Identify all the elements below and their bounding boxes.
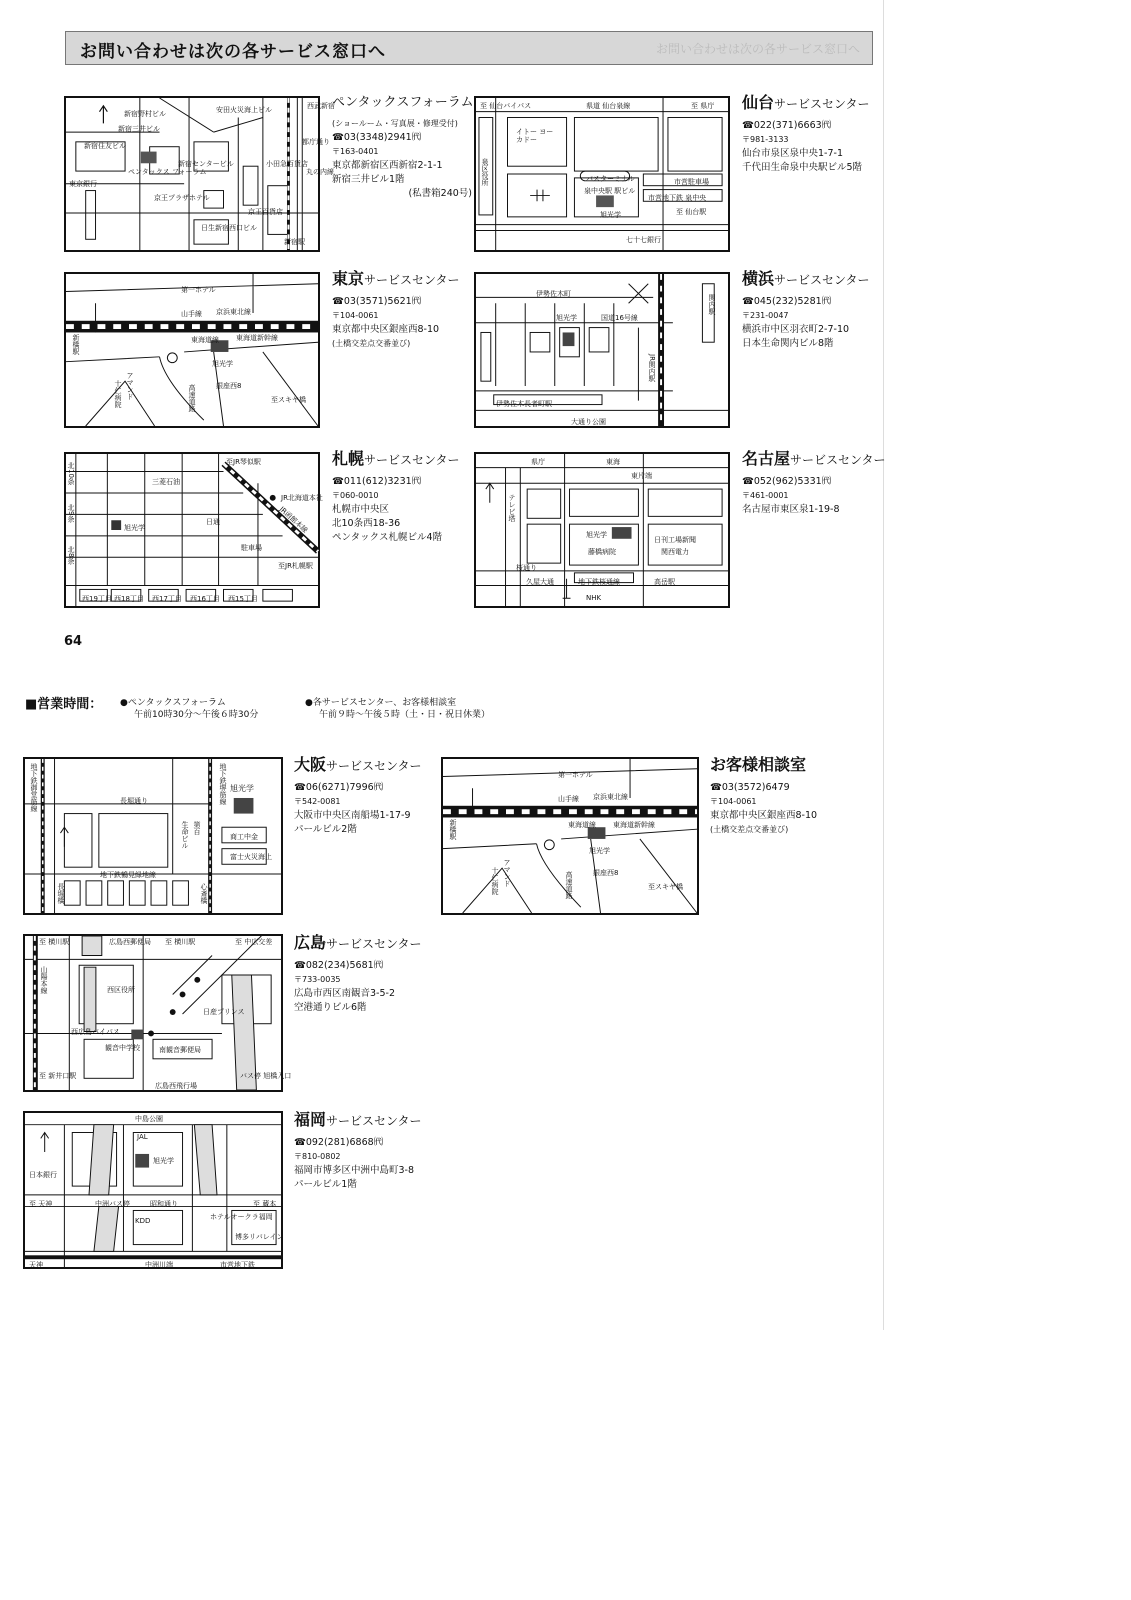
- center-zip: 〒060-0010: [332, 491, 379, 500]
- forum-map-label: 新宿センタービル: [178, 160, 234, 168]
- customer-map-label: 十仁病院: [491, 867, 499, 895]
- page-title: お問い合わせは次の各サービス窓口へ: [80, 42, 386, 62]
- center-zip: 〒231-0047: [742, 311, 789, 320]
- forum-map-label: 新宿住友ビル: [84, 142, 126, 150]
- tokyo-map-label: 第一ホテル: [181, 286, 216, 294]
- nagoya-map-label: 東片端: [631, 472, 652, 480]
- sapporo-map-label: 西15丁目: [228, 595, 258, 603]
- yokohama-info: [742, 268, 882, 351]
- osaka-map-label: 地下鉄堺筋線: [219, 763, 227, 805]
- nagoya-info: [742, 448, 886, 517]
- sendai-map-label: 至 仙台駅: [676, 208, 707, 216]
- center-zip: 〒542-0081: [294, 797, 341, 806]
- sendai-map-label: 県道 仙台泉線: [586, 102, 631, 110]
- center-address: パールビル2階: [294, 824, 357, 835]
- osaka-map: [23, 757, 283, 915]
- center-address: 横浜市中区羽衣町2-7-10: [742, 324, 850, 335]
- hiroshima-info: [294, 932, 444, 1015]
- center-address: 新宿三井ビル1階: [332, 174, 405, 185]
- hiroshima-map-label: 西区役所: [107, 986, 135, 994]
- osaka-map-label: 長堀橋: [57, 883, 65, 904]
- business-hours: [25, 697, 491, 720]
- osaka-map-label: 長堀通り: [120, 797, 148, 805]
- customer-map-label: 第一ホテル: [558, 771, 593, 779]
- center-address: (私書箱240号): [408, 188, 472, 199]
- nagoya-map-label: NHK: [586, 594, 602, 602]
- yokohama-map-label: 関内駅: [708, 294, 716, 315]
- center-phone: ☎03(3572)6479: [710, 782, 790, 793]
- center-name-suffix: サービスセンター: [364, 273, 460, 287]
- center-address: ペンタックス札幌ビル4階: [332, 532, 443, 543]
- center-name: 仙台: [742, 93, 775, 112]
- center-address: 東京都中央区銀座西8-10: [710, 810, 818, 821]
- fukuoka-map-label: JAL: [137, 1133, 148, 1141]
- forum-map-label: 京王プラザホテル: [154, 194, 210, 202]
- sapporo-map-label: 日通: [206, 518, 220, 526]
- customer-map-label: 銀座西8: [593, 869, 619, 877]
- forum-map-label: 東京銀行: [69, 180, 97, 188]
- tokyo-map-label: 京浜東北線: [216, 308, 251, 316]
- sendai-map-label: 至 県庁: [691, 102, 715, 110]
- center-name-suffix: サービスセンター: [790, 453, 886, 467]
- sapporo-map-label: 駐車場: [241, 544, 262, 552]
- tokyo-map-label: 山手線: [181, 310, 202, 318]
- osaka-map-label: 商工中金: [230, 833, 258, 841]
- nagoya-map-label: 県庁: [531, 458, 545, 466]
- fukuoka-map-label: 博多リバレイン: [235, 1233, 284, 1241]
- yokohama-map-label: 旭光学: [556, 314, 577, 322]
- yokohama-map: [474, 272, 730, 428]
- osaka-map-label: 旭光学: [230, 784, 254, 793]
- sapporo-map-label: 北10条: [67, 462, 75, 485]
- nagoya-map-label: 桜通り: [516, 564, 537, 572]
- center-address: 空港通りビル6階: [294, 1002, 367, 1013]
- forum-map-label: 都庁通り: [302, 138, 330, 146]
- center-zip: 〒104-0061: [332, 311, 379, 320]
- hiroshima-map-label: 山陽本線: [40, 966, 48, 994]
- nagoya-map: [474, 452, 730, 608]
- center-name-suffix: サービスセンター: [326, 1114, 422, 1128]
- center-phone: ☎022(371)6663㈹: [742, 120, 832, 131]
- hiroshima-map-label: バス停 旭橋入口: [240, 1072, 292, 1080]
- hiroshima-map: [23, 934, 292, 1092]
- customer-map-label: 京浜東北線: [593, 793, 628, 801]
- sendai-info: [742, 92, 882, 175]
- hours-label: ■営業時間：: [25, 697, 103, 712]
- customer-map-label: 至スキヤ橋: [648, 883, 683, 891]
- sendai-map-label: 至 仙台バイパス: [480, 102, 532, 110]
- forum-map-label: 新宿駅: [284, 238, 305, 246]
- center-address: 大阪市中央区南船場1-17-9: [294, 810, 411, 821]
- customer-map-label: 東海道新幹線: [613, 821, 655, 829]
- center-address: 東京都新宿区西新宿2-1-1: [332, 160, 443, 171]
- sapporo-map: [64, 452, 323, 608]
- hiroshima-map-label: 日産プリンス: [203, 1008, 245, 1016]
- center-name-suffix: サービスセンター: [774, 273, 870, 287]
- sapporo-map-label: 三菱石油: [152, 478, 180, 486]
- sapporo-map-label: 西16丁目: [190, 595, 220, 603]
- tokyo-map-label: 銀座西8: [216, 382, 242, 390]
- center-address: 福岡市博多区中洲中島町3-8: [294, 1165, 415, 1176]
- tokyo-map: [64, 272, 320, 428]
- yokohama-map-label: 大通り公園: [571, 418, 606, 426]
- yokohama-map-label: 国道16号線: [601, 314, 638, 322]
- nagoya-map-label: 高岳駅: [654, 578, 675, 586]
- center-note: (ショールーム・写真展・修理受付): [332, 119, 458, 128]
- hiroshima-map-label: 至 中広交差: [235, 938, 273, 946]
- sapporo-info: [332, 448, 472, 545]
- sendai-map: [474, 96, 730, 252]
- center-name: 大阪: [294, 755, 327, 774]
- sendai-map-label: 泉区役所: [481, 158, 489, 186]
- nagoya-map-label: 日刊工場新聞: [654, 536, 696, 544]
- fukuoka-map-label: 中洲バス停: [95, 1200, 130, 1208]
- sapporo-map-label: 旭光学: [124, 524, 145, 532]
- hiroshima-map-label: 西広島バイパス: [71, 1028, 120, 1036]
- center-name: 横浜: [742, 269, 775, 288]
- forum-map-label: ペンタックス フォーラム: [128, 168, 207, 176]
- sendai-map-label: 市営駐車場: [674, 178, 709, 186]
- nagoya-map-label: 久屋大通: [526, 578, 554, 586]
- scan-fold-line: [883, 0, 884, 1330]
- center-phone: ☎045(232)5281㈹: [742, 296, 832, 307]
- sapporo-map-label: 至JR琴似駅: [226, 458, 261, 466]
- yokohama-map-label: JR関内駅: [648, 354, 656, 382]
- osaka-map-label: 地下鉄御堂筋線: [30, 763, 38, 812]
- forum-map-label: 安田火災海上ビル: [216, 106, 272, 114]
- center-address: 仙台市泉区泉中央1-7-1: [742, 148, 843, 159]
- sapporo-map-label: 西19丁目: [82, 595, 112, 603]
- tokyo-map-label: 十仁病院: [114, 380, 122, 408]
- customer-map-label: 高速道路: [565, 871, 573, 899]
- tokyo-info: [332, 268, 472, 351]
- customer-map-label: 旭光学: [589, 847, 610, 855]
- osaka-map-label: 富士火災海上: [230, 853, 272, 861]
- center-name: 東京: [332, 269, 365, 288]
- forum-map-label: 京王百貨店: [248, 208, 283, 216]
- sendai-map-label: 泉中央駅 駅ビル: [584, 187, 636, 195]
- tokyo-map-label: アマンド: [126, 372, 134, 400]
- sapporo-map-label: JR北海道本社: [281, 494, 323, 502]
- hours-forum-time: 午前10時30分〜午後６時30分: [134, 710, 259, 720]
- osaka-map-label: 心斎橋: [200, 883, 208, 904]
- center-zip: 〒810-0802: [294, 1152, 341, 1161]
- center-phone: ☎011(612)3231㈹: [332, 476, 422, 487]
- forum-map-label: 丸の内線: [306, 168, 334, 176]
- tokyo-map-label: 東海道線: [191, 336, 219, 344]
- hiroshima-map-label: 至 横川駅: [39, 938, 70, 946]
- center-address: 北10条西18-36: [332, 518, 401, 529]
- sapporo-map-label: 至JR札幌駅: [278, 562, 313, 570]
- center-address: (土橋交差点交番並び): [332, 339, 411, 348]
- center-address: 札幌市中央区: [332, 504, 390, 515]
- nagoya-map-label: 地下鉄桜通線: [578, 578, 620, 586]
- center-address: パールビル1階: [294, 1179, 357, 1190]
- customer-map-label: 山手線: [558, 795, 579, 803]
- fukuoka-map-label: KDD: [135, 1217, 151, 1225]
- center-name: 福岡: [294, 1110, 327, 1129]
- center-name-suffix: サービスセンター: [774, 97, 870, 111]
- page-header: [65, 31, 873, 65]
- sapporo-map-label: JR函館本線: [277, 505, 310, 535]
- center-zip: 〒104-0061: [710, 797, 757, 806]
- center-address: 東京都中央区銀座西8-10: [332, 324, 440, 335]
- forum-info: [332, 92, 472, 201]
- center-name: お客様相談室: [710, 755, 807, 774]
- yokohama-map-label: 伊勢佐木長者町駅: [496, 400, 552, 408]
- sendai-map-label: 七十七銀行: [626, 236, 661, 244]
- forum-map-label: 日生新宿西口ビル: [201, 224, 257, 232]
- hours-forum-name: ●ペンタックスフォーラム: [120, 698, 226, 708]
- hiroshima-map-label: 広島西郵便局: [109, 938, 151, 946]
- hiroshima-map-label: 広島西飛行場: [155, 1082, 197, 1090]
- fukuoka-map-label: 至 天神: [29, 1200, 53, 1208]
- fukuoka-map-label: 日本銀行: [29, 1171, 57, 1179]
- fukuoka-map-label: 中島公園: [135, 1115, 163, 1123]
- forum-map-label: 新宿野村ビル: [124, 110, 166, 118]
- osaka-map-label: 生命ビル: [181, 821, 189, 849]
- center-zip: 〒461-0001: [742, 491, 789, 500]
- sendai-map-label: バスターミナル: [586, 175, 635, 183]
- center-phone: ☎092(281)6868㈹: [294, 1137, 384, 1148]
- fukuoka-map-label: ホテルオークラ福岡: [210, 1213, 273, 1221]
- hiroshima-map-label: 至 新井口駅: [39, 1072, 77, 1080]
- nagoya-map-label: 藤橋病院: [588, 548, 616, 556]
- tokyo-map-label: 新橋駅: [72, 334, 80, 355]
- sapporo-map-label: 西18丁目: [114, 595, 144, 603]
- center-phone: ☎03(3571)5621㈹: [332, 296, 422, 307]
- forum-map-label: 新宿三井ビル: [118, 125, 160, 133]
- nagoya-map-label: 関西電力: [661, 548, 689, 556]
- sapporo-map-label: 西17丁目: [152, 595, 182, 603]
- center-address: 日本生命関内ビル8階: [742, 338, 834, 349]
- sendai-map-label: 市営地下鉄 泉中央: [648, 194, 707, 202]
- forum-map: [64, 96, 335, 252]
- customer-map-label: アマンド: [503, 859, 511, 887]
- customer-map: [441, 757, 699, 915]
- hiroshima-map-label: 南観音郵便局: [159, 1046, 201, 1054]
- fukuoka-info: [294, 1109, 444, 1192]
- center-name: ペンタックスフォーラム: [332, 95, 474, 110]
- osaka-info: [294, 754, 444, 837]
- tokyo-map-label: 旭光学: [212, 360, 233, 368]
- nagoya-map-label: 東海: [606, 458, 620, 466]
- center-name: 広島: [294, 933, 327, 952]
- center-address: 広島市西区南観音3-5-2: [294, 988, 395, 999]
- center-address: 千代田生命泉中央駅ビル5階: [742, 162, 863, 173]
- osaka-map-label: 第百: [193, 821, 201, 835]
- center-phone: ☎06(6271)7996㈹: [294, 782, 384, 793]
- fukuoka-map-label: 天神: [29, 1261, 43, 1269]
- customer-map-label: 新橋駅: [449, 819, 457, 840]
- tokyo-map-label: 至スキヤ橋: [271, 396, 306, 404]
- fukuoka-map-label: 昭和通り: [150, 1200, 178, 1208]
- fukuoka-map-label: 市営地下鉄: [220, 1261, 255, 1269]
- center-address: (土橋交差点交番並び): [710, 825, 789, 834]
- customer-map-label: 東海道線: [568, 821, 596, 829]
- center-name-suffix: サービスセンター: [364, 453, 460, 467]
- fukuoka-map-label: 中洲川端: [145, 1261, 173, 1269]
- hours-center-time: 午前９時〜午後５時（土・日・祝日休業）: [319, 710, 491, 720]
- tokyo-map-label: 高速道路: [188, 384, 196, 412]
- center-name: 札幌: [332, 449, 365, 468]
- center-phone: ☎052(962)5331㈹: [742, 476, 832, 487]
- center-name: 名古屋: [742, 449, 791, 468]
- fukuoka-map-label: 至 蔵本: [253, 1200, 277, 1208]
- sapporo-map-label: 北9条: [67, 504, 75, 523]
- sendai-map-label: イトー ヨーカドー: [516, 128, 554, 144]
- center-zip: 〒163-0401: [332, 147, 379, 156]
- page-number: 64: [64, 634, 83, 649]
- yokohama-map-label: 伊勢佐木町: [536, 290, 571, 298]
- center-phone: ☎03(3348)2941㈹: [332, 132, 422, 143]
- center-zip: 〒981-3133: [742, 135, 789, 144]
- fukuoka-map-label: 旭光学: [153, 1157, 174, 1165]
- hiroshima-map-label: 観音中学校: [105, 1044, 140, 1052]
- center-zip: 〒733-0035: [294, 975, 341, 984]
- hours-center-name: ●各サービスセンター、お客様相談室: [305, 698, 457, 708]
- tokyo-map-label: 東海道新幹線: [236, 334, 278, 342]
- osaka-map-label: 地下鉄鶴見緑地線: [100, 871, 156, 879]
- sendai-map-label: 旭光学: [600, 211, 621, 219]
- forum-map-label: 西武新宿: [307, 102, 335, 110]
- nagoya-map-label: 旭光学: [586, 531, 607, 539]
- center-name-suffix: サービスセンター: [326, 759, 422, 773]
- header-ghost-text: お問い合わせは次の各サービス窓口へ: [655, 42, 860, 56]
- center-phone: ☎082(234)5681㈹: [294, 960, 384, 971]
- center-address: 名古屋市東区泉1-19-8: [742, 504, 840, 515]
- forum-map-label: 小田急百貨店: [266, 160, 308, 168]
- fukuoka-map: [23, 1111, 283, 1269]
- nagoya-map-label: テレビ塔: [508, 494, 516, 522]
- hiroshima-map-label: 至 横川駅: [165, 938, 196, 946]
- customer-info: [710, 754, 860, 837]
- center-name-suffix: サービスセンター: [326, 937, 422, 951]
- sapporo-map-label: 北8条: [67, 546, 75, 565]
